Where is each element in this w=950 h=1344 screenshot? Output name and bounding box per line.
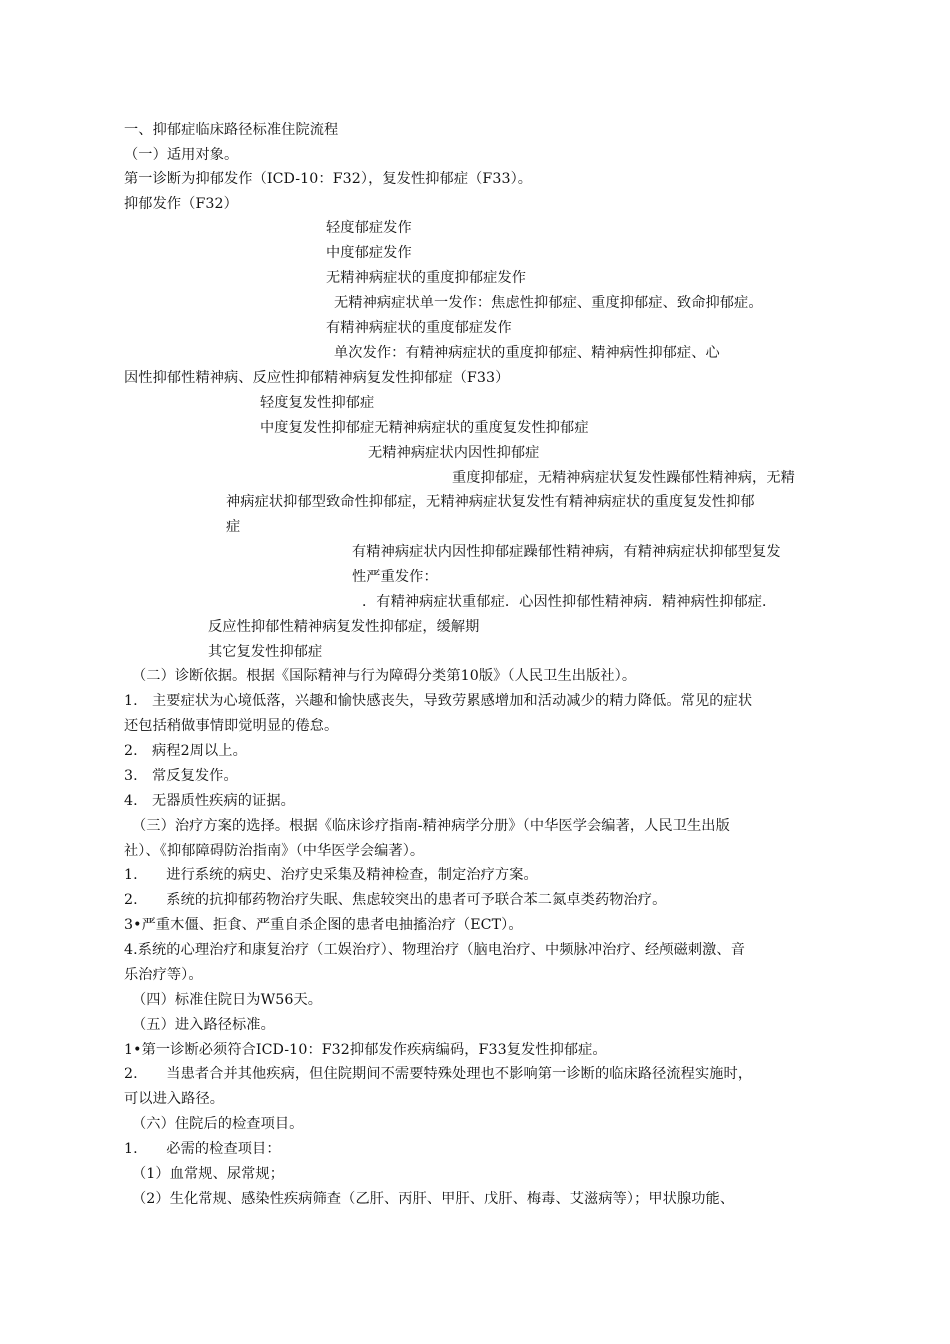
section-heading: （三）治疗方案的选择。根据《临床诊疗指南-精神病学分册》（中华医学会编著，人民卫生出版 (132, 818, 730, 834)
text-line: 因性抑郁性精神病、反应性抑郁精神病复发性抑郁症（F33） (124, 370, 510, 386)
text-line: 可以进入路径。 (124, 1091, 225, 1107)
text-line: （2）生化常规、感染性疾病筛查（乙肝、丙肝、甲肝、戊肝、梅毒、艾滋病等）；甲状腺功能、 (132, 1191, 735, 1207)
text-line: 还包括稍做事情即觉明显的倦怠。 (124, 718, 339, 734)
text-line: 无精神病症状的重度抑郁症发作 (326, 270, 527, 286)
text-line: 单次发作：有精神病症状的重度抑郁症、精神病性抑郁症、心 (334, 345, 720, 361)
text-line: 轻度复发性抑郁症 (260, 395, 375, 411)
text-line: 反应性抑郁性精神病复发性抑郁症，缓解期 (208, 619, 480, 635)
text-line: 有精神病症状内因性抑郁症躁郁性精神病，有精神病症状抑郁型复发 (352, 544, 781, 560)
text-line: 4.系统的心理治疗和康复治疗（工娱治疗）、物理治疗（脑电治疗、中频脉冲治疗、经颅磁刺激、音 (124, 942, 746, 958)
section-heading: （六）住院后的检查项目。 (132, 1116, 304, 1132)
section-heading: （五）进入路径标准。 (132, 1017, 275, 1033)
section-heading: （二）诊断依据。根据《国际精神与行为障碍分类第10版》（人民卫生出版社）。 (132, 668, 637, 684)
text-line: 无精神病症状内因性抑郁症 (368, 445, 540, 461)
section-heading: （四）标准住院日为W56天。 (132, 992, 323, 1008)
text-line: 3•严重木僵、拒食、严重自杀企图的患者电抽搐治疗（ECT）。 (124, 917, 523, 933)
text-line: 无精神病症状单一发作：焦虑性抑郁症、重度抑郁症、致命抑郁症。 (334, 295, 763, 311)
text-line: 中度复发性抑郁症无精神病症状的重度复发性抑郁症 (260, 420, 589, 436)
text-line: 乐治疗等）。 (124, 967, 203, 983)
text-line: 1•第一诊断必须符合ICD-10：F32抑郁发作疾病编码，F33复发性抑郁症。 (124, 1042, 607, 1058)
text-line: 性严重发作： (352, 569, 438, 585)
text-line: 3. 常反复发作。 (124, 768, 238, 784)
text-line: 有精神病症状的重度郁症发作 (326, 320, 512, 336)
text-line: 4. 无器质性疾病的证据。 (124, 793, 295, 809)
text-line: 社）、《抑郁障碍防治指南》（中华医学会编著）。 (124, 843, 425, 859)
text-line: 抑郁发作（F32） (124, 196, 238, 212)
text-line: 第一诊断为抑郁发作（ICD-10：F32），复发性抑郁症（F33）。 (124, 171, 533, 187)
text-line: 轻度郁症发作 (326, 220, 412, 236)
text-line: 2. 系统的抗抑郁药物治疗失眠、焦虑较突出的患者可予联合苯二氮卓类药物治疗。 (124, 892, 667, 908)
text-line: 2. 当患者合并其他疾病，但住院期间不需要特殊处理也不影响第一诊断的临床路径流程实施时， (124, 1066, 753, 1082)
text-line: ．有精神病症状重郁症．心因性抑郁性精神病．精神病性抑郁症． (362, 594, 777, 610)
heading-title: 一、抑郁症临床路径标准住院流程 (124, 122, 339, 138)
text-line: 2. 病程2周以上。 (124, 743, 247, 759)
section-heading: （一）适用对象。 (124, 147, 239, 163)
text-line: 1. 必需的检查项目： (124, 1141, 281, 1157)
text-line: 1. 进行系统的病史、治疗史采集及精神检查，制定治疗方案。 (124, 867, 538, 883)
text-line: 1. 主要症状为心境低落，兴趣和愉快感丧失，导致劳累感增加和活动减少的精力降低。常见的症状 (124, 693, 753, 709)
text-line: 其它复发性抑郁症 (208, 644, 323, 660)
text-line: 症 (226, 519, 241, 535)
text-line: 中度郁症发作 (326, 245, 412, 261)
text-line: 重度抑郁症，无精神病症状复发性躁郁性精神病，无精 (452, 470, 795, 486)
text-line: 神病症状抑郁型致命性抑郁症，无精神病症状复发性有精神病症状的重度复发性抑郁 (226, 494, 755, 510)
text-line: （1）血常规、尿常规； (132, 1166, 285, 1182)
